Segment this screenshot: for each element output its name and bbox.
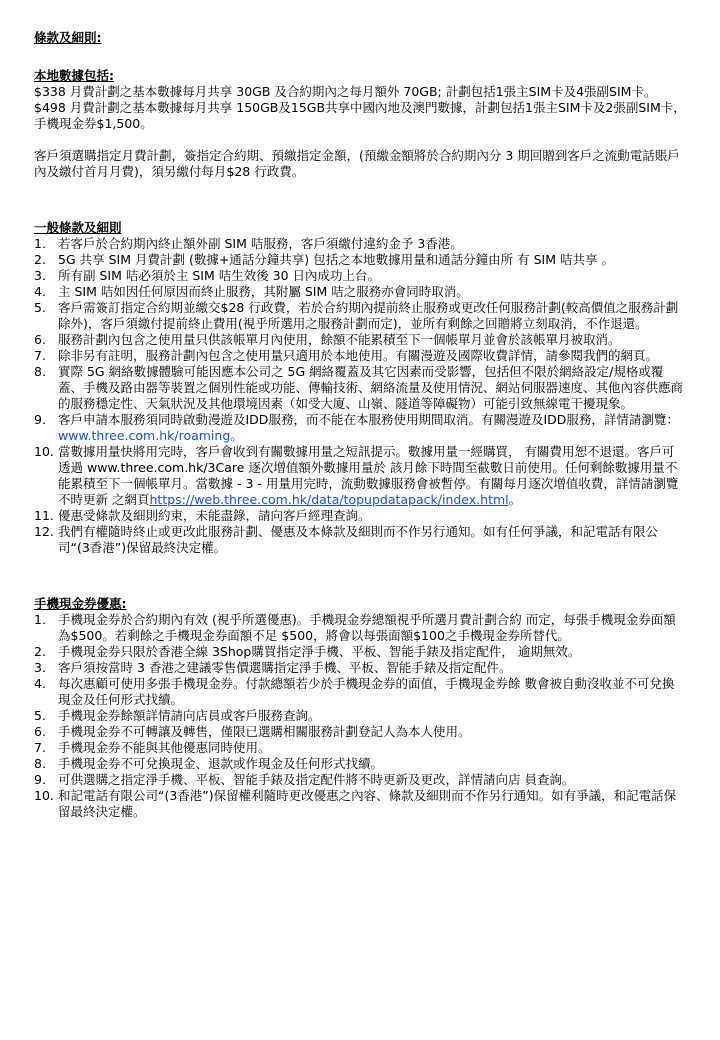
list-item-number: 12.	[34, 524, 54, 539]
list-item-text: 可供選購之指定淨手機、平板、智能手錶及指定配件將不時更新及更改，詳情請向店 員查詢。	[58, 772, 575, 787]
list-item-number: 7.	[34, 740, 46, 755]
list-item-text-block	[58, 708, 686, 724]
voucher-terms-item	[34, 676, 686, 708]
list-item-text: 手機現金券只限於香港全線 3Shop購買指定淨手機、平板、智能手錶及指定配件， 逾期無效。	[58, 644, 581, 659]
list-item-number: 6.	[34, 332, 46, 347]
list-item-text-block	[58, 740, 686, 756]
voucher-terms-item	[34, 612, 686, 644]
list-item-text-block	[58, 284, 686, 300]
list-item-text-block	[58, 236, 686, 252]
list-item-text: 和記電話有限公司“(3香港”)保留權利隨時更改優惠之內容、條款及細則而不作另行通知。如有爭議，和記電話保留最終決定權。	[58, 788, 677, 819]
list-item-text-block	[58, 660, 686, 676]
voucher-terms-item	[34, 644, 686, 660]
list-item-text: 主 SIM 咭如因任何原因而終止服務，其附屬 SIM 咭之服務亦會同時取消。	[58, 284, 469, 299]
list-item-number: 5.	[34, 708, 46, 723]
general-terms-list	[34, 236, 686, 556]
general-terms-item	[34, 252, 686, 268]
list-item-number: 11.	[34, 508, 54, 523]
list-item-text: 當數據用量快將用完時，客戶會收到有關數據用量之短訊提示。數據用量一經購買， 有關費用恕不退還。客戶可透過 www.three.com.hk/3Care 逐次增值額外數據用量於 該月餘下時間至截數日前使用。任何剩餘數據用量不能累積至下一個帳單月。當數據 - 3 - 用量用完時，流動數據服務會被暫停。有關每月逐次增值收費，詳情請瀏覽不時更新 之網頁	[58, 444, 679, 507]
general-terms-item	[34, 524, 686, 556]
list-item-number: 3.	[34, 660, 46, 675]
list-item-text-block	[58, 364, 686, 412]
general-terms-item	[34, 300, 686, 332]
general-terms-item	[34, 348, 686, 364]
general-terms-item	[34, 412, 686, 444]
list-item-number: 4.	[34, 676, 46, 691]
list-item-number: 4.	[34, 284, 46, 299]
list-item-text: 手機現金券不能與其他優惠同時使用。	[58, 740, 271, 755]
list-item-number: 6.	[34, 724, 46, 739]
list-item-number: 10.	[34, 788, 54, 803]
list-item-number: 10.	[34, 444, 54, 459]
general-terms-item	[34, 268, 686, 284]
list-item-text: 所有副 SIM 咭必須於主 SIM 咭生效後 30 日內成功上台。	[58, 268, 381, 283]
list-item-number: 9.	[34, 772, 46, 787]
list-item-text: 我們有權隨時終止或更改此服務計劃、優惠及本條款及細則而不作另行通知。如有任何爭議，和記電話有限公司“(3香港”)保留最終決定權。	[58, 524, 659, 555]
list-item-text: 手機現金券餘額詳情請向店員或客戶服務查詢。	[58, 708, 321, 723]
list-item-text: 優惠受條款及細則約束，未能盡錄，請向客戶經理查詢。	[58, 508, 371, 523]
list-item-text-block	[58, 300, 686, 332]
list-item-text: 服務計劃內包含之使用量只供該帳單月內使用，餘額不能累積至下一個帳單月並會於該帳單月被取消。	[58, 332, 621, 347]
list-item-text-block	[58, 508, 686, 524]
list-item-text-block	[58, 332, 686, 348]
voucher-heading: 手機現金券優惠:	[34, 596, 127, 611]
list-item-text-block	[58, 676, 686, 708]
list-item-text: 客戶申請本服務須同時啟動漫遊及IDD服務，而不能在本服務使用期間取消。有關漫遊及IDD服務，詳情請瀏覽：	[58, 412, 679, 427]
list-item-text: 手機現金券不可轉讓及轉售，僅限已選購相關服務計劃登記人為本人使用。	[58, 724, 471, 739]
list-item-text-block	[58, 772, 686, 788]
list-item-text: 除非另有註明，服務計劃內包含之使用量只適用於本地使用。有關漫遊及國際收費詳情，請參閱我們的網頁。	[58, 348, 659, 363]
list-item-text: 實際 5G 網絡數據體驗可能因應本公司之 5G 網絡覆蓋及其它因素而受影響，包括但不限於網絡設定/規格或覆蓋、手機及路由器等裝置之個別性能或功能、傳輸技術、網絡流量及使用情況、網站伺服器速度、其他內容供應商的服務穩定性、天氣狀況及其他環境因素（如受大廈、山嶺、隧道等障礙物）可能引致無線電干擾現象。	[58, 364, 684, 411]
list-item-text-block	[58, 252, 686, 268]
voucher-terms-list	[34, 612, 686, 820]
list-item-text: 客戶需簽訂指定合約期並繳交$28 行政費，若於合約期內提前終止服務或更改任何服務計劃(較高價值之服務計劃除外)，客戶須繳付提前終止費用(視乎所選用之服務計劃而定)，並所有剩餘之回贈將立刻取消，不作退還。	[58, 300, 679, 331]
list-item-text: 手機現金券不可兌換現金、退款或作現金及任何形式找續。	[58, 756, 384, 771]
list-item-text-block	[58, 788, 686, 820]
list-item-number: 8.	[34, 756, 46, 771]
list-item-text: 每次惠顧可使用多張手機現金券。付款總額若少於手機現金券的面值，手機現金券餘 數會被自動沒收並不可兌換現金及任何形式找續。	[58, 676, 675, 707]
voucher-terms-item	[34, 756, 686, 772]
list-item-text-block	[58, 268, 686, 284]
list-item-text: 5G 共享 SIM 月費計劃 (數據+通話分鐘共享) 包括之本地數據用量和通話分鐘由所 有 SIM 咭共享 。	[58, 252, 614, 267]
list-item-number: 1.	[34, 236, 46, 251]
document-title: 條款及細則:	[34, 30, 102, 45]
general-terms-item	[34, 236, 686, 252]
list-item-text-block	[58, 444, 686, 508]
voucher-terms-item	[34, 772, 686, 788]
list-item-trailing-text: 。	[508, 492, 522, 507]
list-item-text: 客戶須按當時 3 香港之建議零售價選購指定淨手機、平板、智能手錶及指定配件。	[58, 660, 512, 675]
general-terms-item	[34, 364, 686, 412]
voucher-terms-item	[34, 708, 686, 724]
voucher-terms-item	[34, 740, 686, 756]
local-data-heading: 本地數據包括:	[34, 68, 114, 83]
list-item-text-block	[58, 412, 686, 444]
plan-338-paragraph: $338 月費計劃之基本數據每月共享 30GB 及合約期內之每月額外 70GB; 計劃包括1張主SIM卡及4張副SIM卡。	[34, 84, 657, 99]
terms-link[interactable]: www.three.com.hk/roaming	[58, 428, 231, 443]
list-item-number: 1.	[34, 612, 46, 627]
list-item-text: 手機現金券於合約期內有效 (視乎所選優惠)。手機現金券總額視乎所選月費計劃合約 而定，每張手機現金券面額為$500。若剩餘之手機現金券面額不足 $500，將會以每張面額$100之手機現金券所替代。	[58, 612, 676, 643]
list-item-text-block	[58, 724, 686, 740]
list-item-text-block	[58, 644, 686, 660]
list-item-text: 若客戶於合約期內終止額外副 SIM 咭服務，客戶須繳付違約金予 3香港。	[58, 236, 463, 251]
list-item-number: 7.	[34, 348, 46, 363]
list-item-text-block	[58, 756, 686, 772]
list-item-number: 5.	[34, 300, 46, 315]
list-item-text-block	[58, 524, 686, 556]
voucher-terms-item	[34, 660, 686, 676]
general-terms-item	[34, 444, 686, 508]
general-terms-item	[34, 284, 686, 300]
list-item-trailing-text: 。	[230, 428, 243, 443]
prepayment-paragraph: 客戶須選購指定月費計劃，簽指定合約期、預繳指定金額，(預繳金額將於合約期內分 3 期回贈到客戶之流動電話賬戶內及繳付首月月費)，須另繳付每月$28 行政費。	[34, 148, 680, 179]
list-item-number: 8.	[34, 364, 46, 379]
list-item-text-block	[58, 612, 686, 644]
general-terms-heading: 一般條款及細則	[34, 220, 122, 235]
general-terms-item	[34, 332, 686, 348]
list-item-text-block	[58, 348, 686, 364]
list-item-number: 2.	[34, 644, 46, 659]
general-terms-item	[34, 508, 686, 524]
plan-498-paragraph: $498 月費計劃之基本數據每月共享 150GB及15GB共享中國內地及澳門數據，計劃包括1張主SIM卡及2張副SIM卡，手機現金券$1,500。	[34, 100, 686, 131]
list-item-number: 9.	[34, 412, 46, 427]
list-item-number: 2.	[34, 252, 46, 267]
terms-link[interactable]: https://web.three.com.hk/data/topupdatapack/index.html	[149, 492, 509, 507]
list-item-number: 3.	[34, 268, 46, 283]
voucher-terms-item	[34, 788, 686, 820]
voucher-terms-item	[34, 724, 686, 740]
